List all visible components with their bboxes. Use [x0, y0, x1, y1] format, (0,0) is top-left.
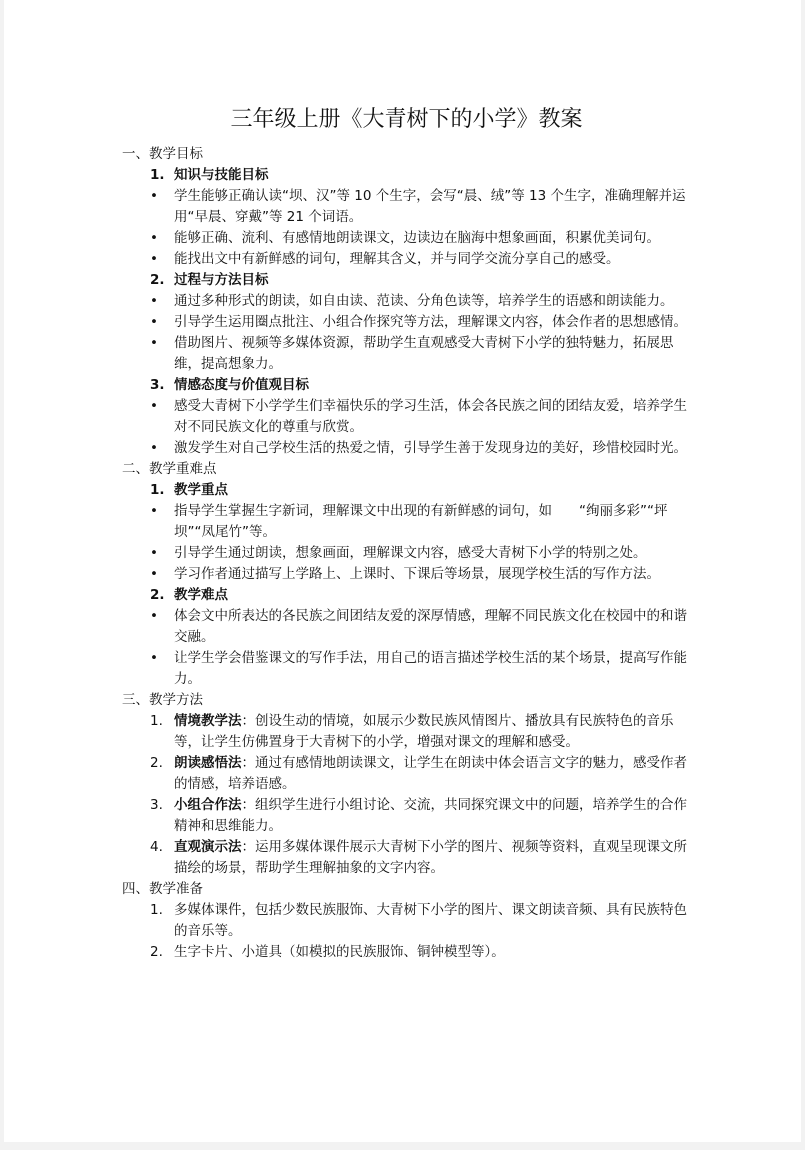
list-item-text: 学生能够正确认读“坝、汉”等 10 个生字，会写“晨、绒”等 13 个生字，准确理解并运用“早晨、穿戴”等 21 个词语。	[174, 188, 686, 225]
list-item	[122, 333, 692, 375]
list-item-text: 激发学生对自己学校生活的热爱之情，引导学生善于发现身边的美好，珍惜校园时光。	[174, 440, 687, 456]
subheading-number: 1.	[150, 482, 165, 498]
list-item-text: 感受大青树下小学学生们幸福快乐的学习生活，体会各民族之间的团结友爱，培养学生对不同民族文化的尊重与欣赏。	[174, 398, 687, 435]
subheading-text: 过程与方法目标	[174, 272, 269, 288]
subheading-text: 情感态度与价值观目标	[174, 377, 309, 393]
list-item	[122, 501, 692, 543]
bullet-icon: •	[150, 230, 158, 246]
prep-item	[122, 900, 692, 942]
bullet-icon: •	[150, 608, 158, 624]
subheading-process-methods	[122, 270, 692, 291]
list-item	[122, 606, 692, 648]
subheading-text: 知识与技能目标	[174, 167, 269, 183]
list-item	[122, 543, 692, 564]
subheading-knowledge-skills	[122, 165, 692, 186]
subheading-difficulties	[122, 585, 692, 606]
document-body	[122, 144, 692, 963]
document-title: 三年级上册《大青树下的小学》教案	[230, 107, 583, 132]
subheading-number: 1.	[150, 167, 165, 183]
list-item-text: 能找出文中有新鲜感的词句，理解其含义，并与同学交流分享自己的感受。	[174, 251, 620, 267]
list-item	[122, 648, 692, 690]
method-item	[122, 837, 692, 879]
bullet-icon: •	[150, 503, 158, 519]
method-number: 4.	[150, 839, 163, 855]
subheading-text: 教学难点	[174, 587, 228, 603]
list-item-text: 借助图片、视频等多媒体资源，帮助学生直观感受大青树下小学的独特魅力，拓展思维，提高想象力。	[174, 335, 674, 372]
subheading-number: 2.	[150, 272, 165, 288]
method-text: ：运用多媒体课件展示大青树下小学的图片、视频等资料，直观呈现课文所描绘的场景，帮助学生理解抽象的文字内容。	[174, 839, 687, 876]
prep-text: 多媒体课件，包括少数民族服饰、大青树下小学的图片、课文朗读音频、具有民族特色的音乐等。	[174, 902, 687, 939]
prep-number: 1.	[150, 902, 163, 918]
bullet-icon: •	[150, 293, 158, 309]
prep-number: 2.	[150, 944, 163, 960]
method-number: 1.	[150, 713, 163, 729]
list-item-text: 引导学生通过朗读，想象画面，理解课文内容，感受大青树下小学的特别之处。	[174, 545, 647, 561]
bullet-icon: •	[150, 440, 158, 456]
subheading-number: 3.	[150, 377, 165, 393]
section-heading-methods: 三、教学方法	[122, 692, 203, 708]
method-number: 2.	[150, 755, 163, 771]
method-text: ：创设生动的情境，如展示少数民族风情图片、播放具有民族特色的音乐等，让学生仿佛置身于大青树下的小学，增强对课文的理解和感受。	[174, 713, 674, 750]
bullet-icon: •	[150, 335, 158, 351]
subheading-number: 2.	[150, 587, 165, 603]
section-heading-preparation: 四、教学准备	[122, 881, 203, 897]
method-item	[122, 753, 692, 795]
prep-text: 生字卡片、小道具（如模拟的民族服饰、铜钟模型等）。	[174, 944, 505, 960]
list-item	[122, 438, 692, 459]
list-item-text: 能够正确、流利、有感情地朗读课文，边读边在脑海中想象画面，积累优美词句。	[174, 230, 660, 246]
bullet-icon: •	[150, 398, 158, 414]
list-item	[122, 186, 692, 228]
bullet-icon: •	[150, 650, 158, 666]
method-label: 朗读感悟法	[174, 755, 242, 771]
bullet-icon: •	[150, 566, 158, 582]
subheading-emotion-values	[122, 375, 692, 396]
bullet-icon: •	[150, 251, 158, 267]
list-item	[122, 249, 692, 270]
method-text: ：组织学生进行小组讨论、交流，共同探究课文中的问题，培养学生的合作精神和思维能力。	[174, 797, 687, 834]
method-label: 小组合作法	[174, 797, 242, 813]
subheading-text: 教学重点	[174, 482, 228, 498]
list-item-text: 引导学生运用圈点批注、小组合作探究等方法，理解课文内容，体会作者的思想感情。	[174, 314, 687, 330]
bullet-icon: •	[150, 314, 158, 330]
list-item-text: 学习作者通过描写上学路上、上课时、下课后等场景，展现学校生活的写作方法。	[174, 566, 660, 582]
method-item	[122, 795, 692, 837]
list-item-text: 体会文中所表达的各民族之间团结友爱的深厚情感，理解不同民族文化在校园中的和谐交融。	[174, 608, 687, 645]
prep-item	[122, 942, 692, 963]
document-page	[4, 0, 801, 1142]
method-number: 3.	[150, 797, 163, 813]
method-label: 情境教学法	[174, 713, 242, 729]
list-item	[122, 396, 692, 438]
list-item-text: 让学生学会借鉴课文的写作手法，用自己的语言描述学校生活的某个场景，提高写作能力。	[174, 650, 687, 687]
bullet-icon: •	[150, 545, 158, 561]
list-item	[122, 291, 692, 312]
list-item	[122, 228, 692, 249]
list-item	[122, 564, 692, 585]
subheading-key-points	[122, 480, 692, 501]
bullet-icon: •	[150, 188, 158, 204]
method-label: 直观演示法	[174, 839, 242, 855]
list-item-text: 通过多种形式的朗读，如自由读、范读、分角色读等，培养学生的语感和朗读能力。	[174, 293, 674, 309]
list-item	[122, 312, 692, 333]
section-heading-keypoints: 二、教学重难点	[122, 461, 217, 477]
section-heading-goals: 一、教学目标	[122, 146, 203, 162]
list-item-text: 指导学生掌握生字新词，理解课文中出现的有新鲜感的词句，如 “绚丽多彩”“坪坝”“凤尾竹”等。	[174, 503, 668, 540]
method-item	[122, 711, 692, 753]
method-text: ：通过有感情地朗读课文，让学生在朗读中体会语言文字的魅力，感受作者的情感，培养语感。	[174, 755, 687, 792]
